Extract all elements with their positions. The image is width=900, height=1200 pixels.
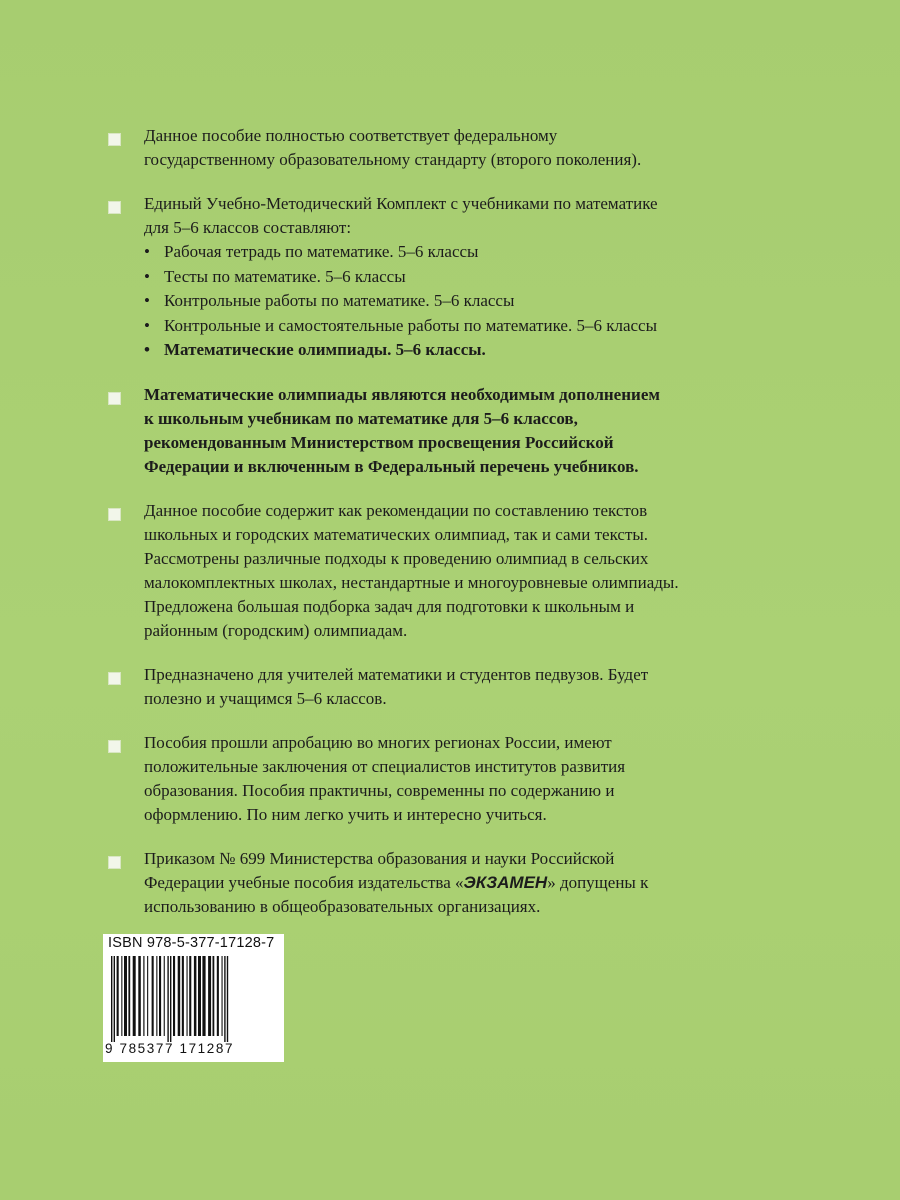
square-bullet-icon xyxy=(108,740,121,753)
barcode-bar xyxy=(213,956,215,1036)
bullet-dot-icon: • xyxy=(144,242,150,261)
barcode-bar xyxy=(138,956,141,1036)
text-fragment: » допущены к xyxy=(547,872,649,892)
text-line: школьных и городских математических олимпиад, так и сами тексты. xyxy=(144,524,649,544)
text-line: районным (городским) олимпиадам. xyxy=(144,620,408,640)
text-line: Приказом № 699 Министерства образования и науки Российской xyxy=(144,848,615,868)
block-olympiads-text xyxy=(144,383,808,479)
barcode-bar xyxy=(182,956,184,1036)
ean-digits: 9 785377 171287 xyxy=(105,1041,235,1056)
list-item-label: Рабочая тетрадь по математике. 5–6 классы xyxy=(164,242,479,261)
bullet-dot-icon: • xyxy=(144,266,150,286)
block-order xyxy=(108,847,808,919)
barcode-bar xyxy=(147,956,148,1036)
barcode-bar xyxy=(124,956,127,1036)
text-line: рекомендованным Министерством просвещения Российской xyxy=(144,432,614,452)
square-bullet-icon xyxy=(108,856,121,869)
text-line: Данное пособие полностью соответствует федеральному xyxy=(144,126,558,145)
list-item-current-book xyxy=(144,338,808,363)
text-line: оформлению. По ним легко учить и интересно учиться. xyxy=(144,804,547,824)
barcode-bar xyxy=(202,956,205,1036)
text-line: Данное пособие содержит как рекомендации по составлению текстов xyxy=(144,500,648,520)
square-bullet-icon xyxy=(108,508,121,521)
barcode-bars xyxy=(109,956,279,1042)
publisher-name: ЭКЗАМЕН xyxy=(463,872,548,892)
list-item xyxy=(144,289,808,314)
list-item xyxy=(144,240,808,265)
text-line: положительные заключения от специалистов институтов развития xyxy=(144,756,626,776)
text-line: Предложена большая подборка задач для подготовки к школьным и xyxy=(144,596,635,616)
text-line: Федерации и включенным в Федеральный перечень учебников. xyxy=(144,456,639,476)
block-contents-text xyxy=(144,499,808,643)
barcode-bar xyxy=(117,956,119,1036)
list-item-label: Математические олимпиады. 5–6 классы. xyxy=(164,340,486,359)
text-line: Предназначено для учителей математики и студентов педвузов. Будет xyxy=(144,664,649,684)
bullet-dot-icon: • xyxy=(144,340,150,359)
barcode-bar xyxy=(173,956,175,1036)
barcode-bar xyxy=(217,956,219,1036)
block-approbation xyxy=(108,731,808,827)
square-bullet-icon xyxy=(108,133,121,146)
text-line: полезно и учащимся 5–6 классов. xyxy=(144,688,387,708)
umk-list xyxy=(144,240,808,363)
block-fgos-text xyxy=(144,124,808,172)
block-approbation-text xyxy=(144,731,808,827)
text-line: государственному образовательному стандарту (второго поколения). xyxy=(144,150,642,169)
barcode-bar xyxy=(114,956,115,1042)
barcode-bar xyxy=(143,956,144,1036)
barcode-bar xyxy=(208,956,211,1036)
barcode-bar xyxy=(121,956,122,1036)
barcode-bar xyxy=(128,956,130,1036)
text-fragment: Федерации учебные пособия издательства « xyxy=(144,872,464,892)
barcode-bar xyxy=(187,956,188,1036)
block-audience-text xyxy=(144,663,808,711)
barcode-bar xyxy=(198,956,201,1036)
block-order-text xyxy=(144,847,808,919)
barcode-bar xyxy=(164,956,165,1036)
barcode-bar xyxy=(178,956,181,1036)
barcode-bar xyxy=(111,956,112,1042)
text-line: Единый Учебно-Методический Комплект с учебниками по математике xyxy=(144,194,658,213)
list-item-label: Тесты по математике. 5–6 классы xyxy=(164,266,406,286)
bullet-dot-icon: • xyxy=(144,315,150,335)
block-umk-text xyxy=(144,192,808,240)
barcode-bar xyxy=(194,956,197,1036)
block-contents xyxy=(108,499,808,643)
square-bullet-icon xyxy=(108,201,121,214)
block-olympiads xyxy=(108,383,808,479)
text-line: для 5–6 классов составляют: xyxy=(144,218,352,237)
barcode-bar xyxy=(167,956,168,1042)
barcode-bar xyxy=(222,956,223,1036)
list-item xyxy=(144,314,808,339)
barcode-bar xyxy=(156,956,157,1036)
text-line xyxy=(144,871,808,895)
text-line: Пособия прошли апробацию во многих регионах России, имеют xyxy=(144,732,612,752)
barcode-bar xyxy=(133,956,136,1036)
square-bullet-icon xyxy=(108,672,121,685)
text-line: использованию в общеобразовательных организациях. xyxy=(144,896,541,916)
barcode-bar xyxy=(189,956,191,1036)
barcode-bar xyxy=(152,956,154,1036)
bullet-dot-icon: • xyxy=(144,291,150,310)
text-line: Математические олимпиады являются необходимым дополнением xyxy=(144,384,660,404)
barcode-bar xyxy=(227,956,228,1042)
barcode-bar xyxy=(159,956,161,1036)
list-item-label: Контрольные работы по математике. 5–6 классы xyxy=(164,291,515,310)
text-line: к школьным учебникам по математике для 5–6 классов, xyxy=(144,408,578,428)
list-item xyxy=(144,265,808,290)
square-bullet-icon xyxy=(108,392,121,405)
text-line: Рассмотрены различные подходы к проведению олимпиад в сельских xyxy=(144,548,649,568)
text-line: малокомплектных школах, нестандартные и многоуровневые олимпиады. xyxy=(144,572,679,592)
block-umk xyxy=(108,192,808,363)
barcode-bar xyxy=(224,956,225,1042)
isbn-label: ISBN 978-5-377-17128-7 xyxy=(108,935,275,951)
list-item-label: Контрольные и самостоятельные работы по математике. 5–6 классы xyxy=(164,315,657,335)
isbn-barcode xyxy=(103,934,284,1062)
text-line: образования. Пособия практичны, современны по содержанию и xyxy=(144,780,615,800)
cover-text xyxy=(108,124,808,939)
block-fgos xyxy=(108,124,808,172)
block-audience xyxy=(108,663,808,711)
barcode-bar xyxy=(170,956,171,1042)
